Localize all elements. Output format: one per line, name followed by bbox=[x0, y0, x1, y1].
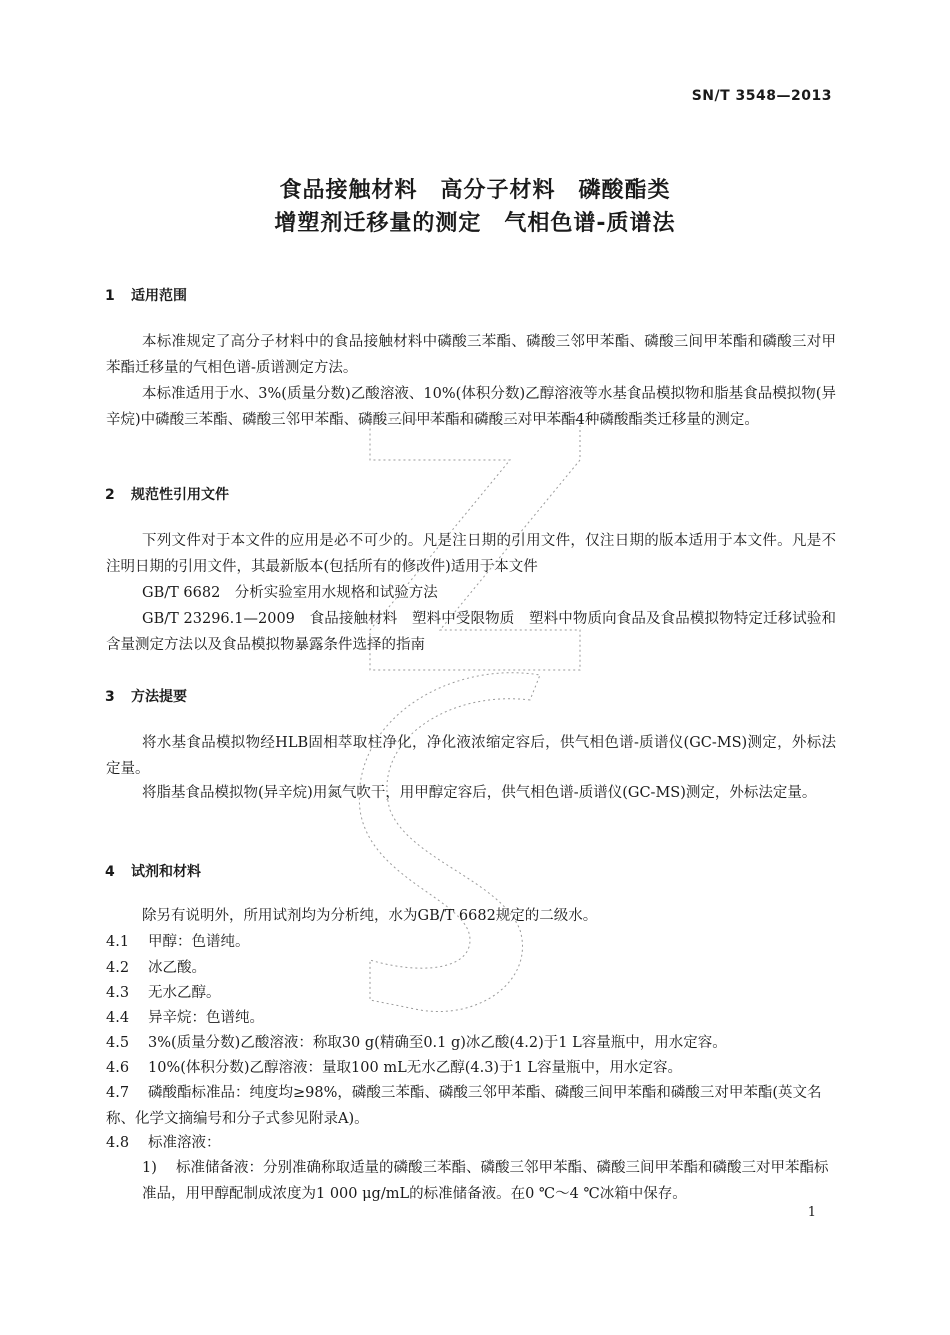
item-4-2: 4.2 冰乙酸。 bbox=[106, 960, 206, 976]
standard-code: SN/T 3548—2013 bbox=[691, 88, 832, 104]
item-4-3: 4.3 无水乙醇。 bbox=[106, 985, 221, 1001]
title-line-2: 增塑剂迁移量的测定 气相色谱-质谱法 bbox=[274, 211, 676, 236]
item-4-8: 4.8 标准溶液： bbox=[106, 1135, 221, 1151]
section-2-heading: 2 规范性引用文件 bbox=[105, 487, 229, 503]
section-3-paragraph-1: 将水基食品模拟物经HLB固相萃取柱净化，净化液浓缩定容后，供气相色谱-质谱仪(GC-MS)测定，外标法定量。 bbox=[106, 735, 836, 777]
item-4-7: 4.7 磷酸酯标准品：纯度均≥98%，磷酸三苯酯、磷酸三邻甲苯酯、磷酸三间甲苯酯和磷酸三对甲苯酯(英文名称、化学文摘编号和分子式参见附录A)。 bbox=[106, 1085, 822, 1127]
section-1-paragraph-2: 本标准适用于水、3%(质量分数)乙酸溶液、10%(体积分数)乙醇溶液等水基食品模拟物和脂基食品模拟物(异辛烷)中磷酸三苯酯、磷酸三邻甲苯酯、磷酸三间甲苯酯和磷酸三对甲苯酯4种磷酸酯类迁移量的测定。 bbox=[106, 386, 836, 428]
reference-gbt-23296: GB/T 23296.1—2009 食品接触材料 塑料中受限物质 塑料中物质向食品及食品模拟物特定迁移试验和含量测定方法以及食品模拟物暴露条件选择的指南 bbox=[106, 611, 836, 653]
section-4-paragraph-1: 除另有说明外，所用试剂均为分析纯，水为GB/T 6682规定的二级水。 bbox=[142, 908, 598, 924]
item-4-1: 4.1 甲醇：色谱纯。 bbox=[106, 934, 250, 950]
section-1-heading: 1 适用范围 bbox=[105, 288, 187, 304]
section-3-heading: 3 方法提要 bbox=[105, 689, 187, 705]
section-1-paragraph-1: 本标准规定了高分子材料中的食品接触材料中磷酸三苯酯、磷酸三邻甲苯酯、磷酸三间甲苯酯和磷酸三对甲苯酯迁移量的气相色谱-质谱测定方法。 bbox=[106, 334, 836, 376]
page-number: 1 bbox=[807, 1205, 816, 1220]
item-4-4: 4.4 异辛烷：色谱纯。 bbox=[106, 1010, 264, 1026]
section-3-paragraph-2: 将脂基食品模拟物(异辛烷)用氮气吹干，用甲醇定容后，供气相色谱-质谱仪(GC-MS)测定，外标法定量。 bbox=[142, 785, 817, 801]
section-4-heading: 4 试剂和材料 bbox=[105, 864, 201, 880]
section-2-paragraph-1: 下列文件对于本文件的应用是必不可少的。凡是注日期的引用文件，仅注日期的版本适用于本文件。凡是不注明日期的引用文件，其最新版本(包括所有的修改件)适用于本文件 bbox=[106, 533, 836, 575]
subitem-standard-stock-solution: 1) 标准储备液：分别准确称取适量的磷酸三苯酯、磷酸三邻甲苯酯、磷酸三间甲苯酯和磷酸三对甲苯酯标准品，用甲醇配制成浓度为1 000 μg/mL的标准储备液。在0 ℃～4 ℃冰箱中保存。 bbox=[142, 1160, 829, 1202]
item-4-6: 4.6 10%(体积分数)乙醇溶液：量取100 mL无水乙醇(4.3)于1 L容量瓶中，用水定容。 bbox=[106, 1060, 683, 1076]
item-4-5: 4.5 3%(质量分数)乙酸溶液：称取30 g(精确至0.1 g)冰乙酸(4.2)于1 L容量瓶中，用水定容。 bbox=[106, 1035, 727, 1051]
reference-gbt-6682: GB/T 6682 分析实验室用水规格和试验方法 bbox=[142, 585, 438, 601]
title-line-1: 食品接触材料 高分子材料 磷酸酯类 bbox=[279, 178, 671, 203]
